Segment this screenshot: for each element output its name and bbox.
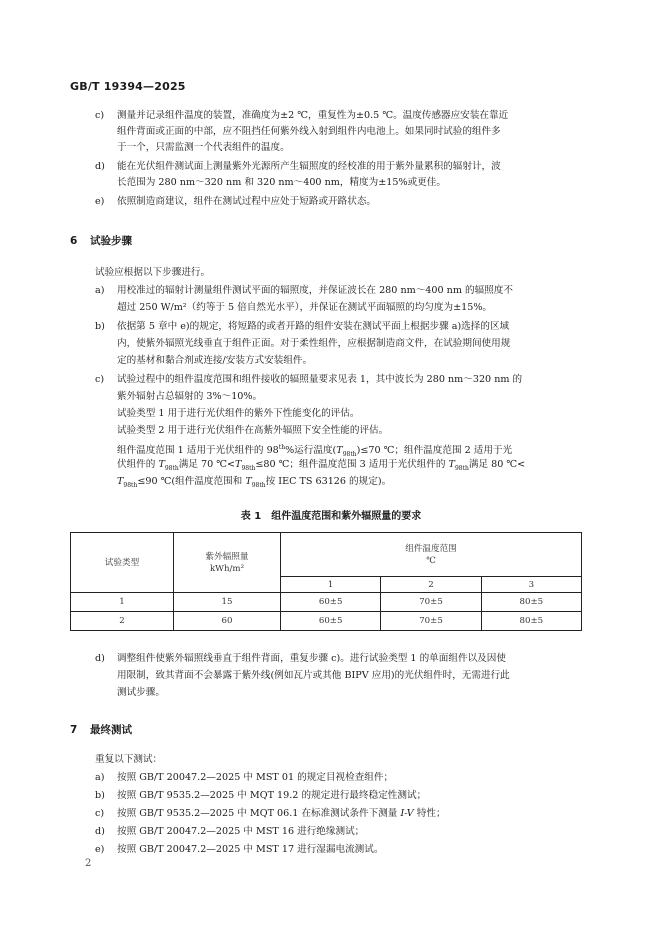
item-label: d) (95, 161, 105, 172)
item-text: 测试步骤。 (117, 687, 165, 698)
item-text: 用校准过的辐射计测量组件测试平面的辐照度，并保证波长在 280 nm～400 nm 的辐照度不 (117, 285, 513, 296)
temp-range-line-1: 组件温度范围 1 适用于光伏组件的 98th%运行温度$(T_{98th})\le 70$ ℃；组件温度范围 2 适用于光 (117, 444, 513, 459)
temp-range-line-2: 伏组件的 $T_{98th}$满足 70 $℃<T_{98th}\le 80$ ℃；组件温度范围 3 适用于光伏组件的 $T_{98th}$满足 80 ℃< (117, 459, 526, 472)
item-label: a) (95, 285, 105, 296)
section-7-heading (70, 722, 132, 737)
header-temp-col: 3 (481, 577, 581, 593)
item-label: a) (95, 772, 105, 783)
item-text: 按照 GB/T 20047.2—2025 中 MST 17 进行湿漏电流测试。 (117, 844, 384, 855)
item-text: 组件背面或正面的中部，应不阻挡任何紫外线入射到组件内电池上。如果同时试验的组件多 (117, 126, 501, 137)
item-text: 紫外辐射占总辐射的 3%～10%。 (117, 391, 263, 402)
item-text: 超过 250 W/m²（约等于 5 倍自然光水平），并保证在测试平面辐照的均匀度为±15%。 (117, 302, 493, 313)
item-text: 长范围为 280 nm～320 nm 和 320 nm～400 nm，精度为±15%或更佳。 (117, 177, 446, 188)
item-text: 能在光伏组件测试面上测量紫外光源所产生辐照度的经校准的用于紫外量累积的辐射计，波 (117, 161, 501, 172)
item-text: 内，使紫外辐照光线垂直于组件正面。对于柔性组件，应根据制造商文件，在试验期间使用规 (117, 338, 511, 349)
item-text: 按照 GB/T 9535.2—2025 中 MQT 19.2 的规定进行最终稳定性测试； (117, 790, 427, 801)
header-temp-col: 1 (281, 577, 381, 593)
temp-range-line-3: $T_{98th}\le 90$ ℃(组件温度范围和 $T_{98th}$按 IEC TS 63126 的规定)。 (117, 476, 392, 489)
item-text: 调整组件使紫外辐照线垂直于组件背面，重复步骤 c)。进行试验类型 1 的单面组件以及因使 (117, 653, 506, 664)
header-uv-dose: 紫外辐照量 kWh/m² (174, 533, 281, 593)
item-text: 试验过程中的组件温度范围和组件接收的辐照量要求见表 1，其中波长为 280 nm～320 nm 的 (117, 374, 523, 385)
item-text: 测量并记录组件温度的装置，准确度为±2 ℃，重复性为±0.5 ℃。温度传感器应安装在靠近 (117, 110, 509, 121)
item-text: 按照 GB/T 20047.2—2025 中 MST 16 进行绝缘测试； (117, 826, 365, 837)
section-title: 试验步骤 (90, 235, 132, 247)
item-text: 试验类型 2 用于进行光伏组件在高紫外辐照下安全性能的评估。 (117, 425, 389, 436)
item-label: b) (95, 321, 105, 332)
section-number: 7 (70, 724, 78, 736)
item-label: b) (95, 790, 105, 801)
item-label: e) (95, 844, 105, 855)
item-label: c) (95, 110, 105, 121)
section-title: 最终测试 (90, 724, 132, 736)
item-text: 按照 GB/T 9535.2—2025 中 MQT 06.1 在标准测试条件下测量 I-V 特性； (117, 808, 446, 819)
section-number: 6 (70, 235, 78, 247)
item-text: 依据第 5 章中 e)的规定，将短路的或者开路的组件安装在测试平面上根据步骤 a)选择的区域 (117, 321, 510, 332)
item-text: 试验类型 1 用于进行光伏组件的紫外下性能变化的评估。 (117, 408, 360, 419)
table-row: 1 15 60±5 70±5 80±5 (71, 593, 582, 612)
item-text: 按照 GB/T 20047.2—2025 中 MST 01 的规定目视检查组件； (117, 772, 394, 783)
header-temp-range: 组件温度范围 ℃ (281, 533, 582, 577)
item-label: d) (95, 653, 105, 664)
item-text: 用限制，致其背面不会暴露于紫外线(例如瓦片或其他 BIPV 应用)的光伏组件时，无需进行此 (117, 670, 510, 681)
item-text: 依照制造商建议，组件在测试过程中应处于短路或开路状态。 (117, 196, 377, 207)
table-caption: 表 1 组件温度范围和紫外辐照量的要求 (240, 511, 422, 522)
document-header: GB/T 19394—2025 (70, 80, 186, 93)
item-label: e) (95, 196, 105, 207)
item-label: d) (95, 826, 105, 837)
page-number: 2 (85, 858, 92, 869)
header-temp-col: 2 (381, 577, 481, 593)
section-intro: 重复以下测试： (95, 754, 163, 765)
table-row: 2 60 60±5 70±5 80±5 (71, 612, 582, 631)
item-text: 于一个，只需监测一个代表组件的温度。 (117, 142, 290, 153)
item-text: 定的基材和黏合剂或连接/安装方式安装组件。 (117, 355, 313, 366)
item-label: c) (95, 808, 105, 819)
header-test-type: 试验类型 (71, 533, 174, 593)
section-intro: 试验应根据以下步骤进行。 (95, 267, 211, 278)
requirements-table (70, 532, 582, 631)
item-label: c) (95, 374, 105, 385)
section-6-heading (70, 233, 132, 248)
